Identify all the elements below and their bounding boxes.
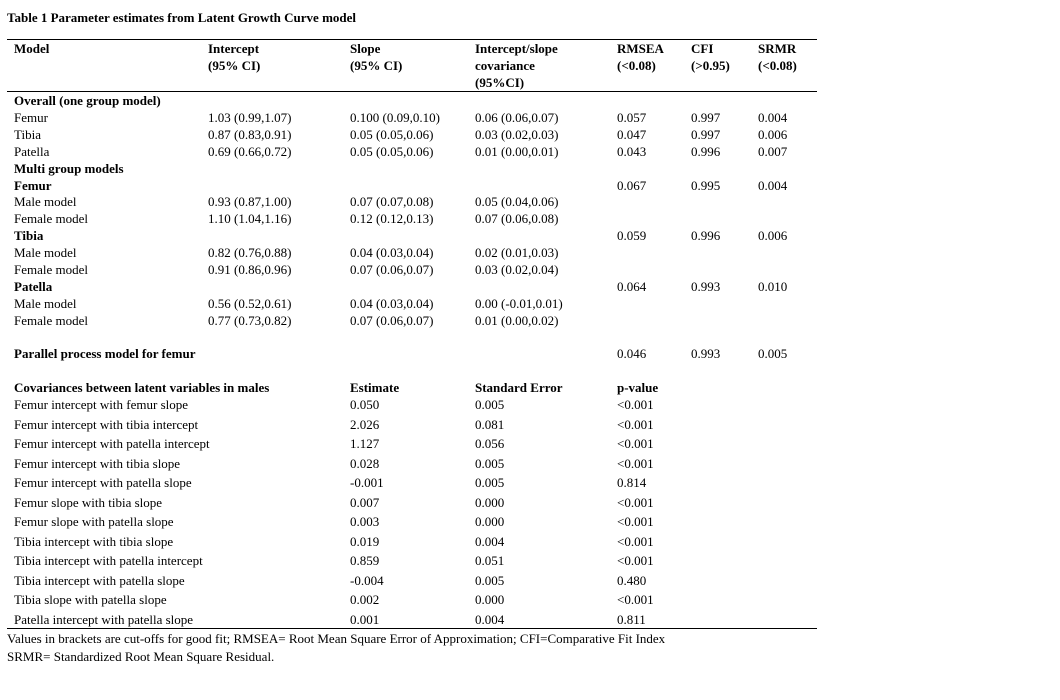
cell-rmsea: 0.057: [617, 110, 647, 125]
cell-intercept: 0.77 (0.73,0.82): [208, 313, 292, 328]
footnote-2: SRMR= Standardized Root Mean Square Residual.: [7, 649, 275, 664]
cov-row-label: Femur intercept with patella slope: [14, 475, 192, 490]
row-label: Female model: [14, 313, 89, 328]
cell-slope: 0.04 (0.03,0.04): [350, 245, 434, 260]
header-intercept-ci: (95% CI): [208, 58, 261, 73]
cov-row-se: 0.005: [475, 456, 505, 471]
header-rmsea: RMSEA: [617, 41, 664, 56]
row-heading: Tibia: [14, 228, 44, 243]
cell-rmsea: 0.064: [617, 279, 647, 294]
cov-row-label: Femur intercept with femur slope: [14, 397, 189, 412]
cov-row-se: 0.004: [475, 534, 505, 549]
cell-cfi: 0.996: [691, 228, 721, 243]
cell-slope: 0.05 (0.05,0.06): [350, 127, 434, 142]
row-label: Female model: [14, 211, 89, 226]
cell-covariance: 0.02 (0.01,0.03): [475, 245, 559, 260]
cov-row-label: Tibia intercept with patella slope: [14, 573, 185, 588]
cell-intercept: 1.03 (0.99,1.07): [208, 110, 292, 125]
footnote-1: Values in brackets are cut-offs for good fit; RMSEA= Root Mean Square Error of Approximation; CFI=Comparative Fit Index: [7, 631, 666, 646]
cov-row-estimate: 1.127: [350, 436, 380, 451]
cell-rmsea: 0.067: [617, 178, 647, 193]
header-slope-ci: (95% CI): [350, 58, 403, 73]
cell-rmsea: 0.047: [617, 127, 647, 142]
header-slope: Slope: [350, 41, 381, 56]
cell-covariance: 0.01 (0.00,0.01): [475, 144, 559, 159]
cov-row-estimate: 0.859: [350, 553, 380, 568]
cell-intercept: 0.87 (0.83,0.91): [208, 127, 292, 142]
parallel-cfi: 0.993: [691, 346, 721, 361]
header-intercept: Intercept: [208, 41, 260, 56]
cell-slope: 0.12 (0.12,0.13): [350, 211, 434, 226]
cell-covariance: 0.05 (0.04,0.06): [475, 194, 559, 209]
cov-row-p: <0.001: [617, 495, 654, 510]
cell-cfi: 0.996: [691, 144, 721, 159]
cov-row-estimate: 0.007: [350, 495, 380, 510]
row-label: Femur: [14, 110, 48, 125]
cell-covariance: 0.00 (-0.01,0.01): [475, 296, 563, 311]
row-label: Tibia: [14, 127, 41, 142]
cov-row-p: <0.001: [617, 592, 654, 607]
cov-row-se: 0.000: [475, 592, 505, 607]
cell-slope: 0.100 (0.09,0.10): [350, 110, 440, 125]
cov-row-estimate: 0.001: [350, 612, 380, 627]
cov-row-estimate: 0.002: [350, 592, 380, 607]
row-label: Male model: [14, 296, 77, 311]
cov-row-estimate: -0.001: [350, 475, 384, 490]
cov-row-se: 0.005: [475, 475, 505, 490]
cell-covariance: 0.03 (0.02,0.03): [475, 127, 559, 142]
cell-rmsea: 0.059: [617, 228, 647, 243]
cell-rmsea: 0.043: [617, 144, 647, 159]
cell-intercept: 0.91 (0.86,0.96): [208, 262, 292, 277]
cov-row-label: Femur intercept with tibia intercept: [14, 417, 199, 432]
cov-row-label: Patella intercept with patella slope: [14, 612, 194, 627]
row-label: Male model: [14, 194, 77, 209]
row-heading: Overall (one group model): [14, 93, 161, 108]
header-covariance-2: covariance: [475, 58, 535, 73]
cell-slope: 0.07 (0.06,0.07): [350, 262, 434, 277]
header-rmsea-cutoff: (<0.08): [617, 58, 656, 73]
header-covariance: Intercept/slope: [475, 41, 558, 56]
cell-srmr: 0.004: [758, 178, 788, 193]
cov-row-se: 0.051: [475, 553, 505, 568]
cell-intercept: 0.82 (0.76,0.88): [208, 245, 292, 260]
cov-header-label: Covariances between latent variables in males: [14, 380, 270, 395]
row-heading: Multi group models: [14, 161, 124, 176]
cell-srmr: 0.007: [758, 144, 788, 159]
cov-row-se: 0.004: [475, 612, 505, 627]
cell-srmr: 0.010: [758, 279, 788, 294]
cov-row-p: <0.001: [617, 456, 654, 471]
header-srmr: SRMR: [758, 41, 797, 56]
table-title: Table 1 Parameter estimates from Latent Growth Curve model: [7, 10, 357, 25]
cell-cfi: 0.997: [691, 127, 721, 142]
cov-row-p: <0.001: [617, 436, 654, 451]
cell-covariance: 0.07 (0.06,0.08): [475, 211, 559, 226]
cov-row-label: Femur slope with patella slope: [14, 514, 174, 529]
cov-row-estimate: 0.003: [350, 514, 380, 529]
cov-row-label: Tibia intercept with tibia slope: [14, 534, 174, 549]
cov-row-estimate: 0.028: [350, 456, 380, 471]
cov-row-se: 0.005: [475, 573, 505, 588]
header-covariance-ci: (95%CI): [475, 75, 525, 90]
cell-srmr: 0.006: [758, 228, 788, 243]
parallel-rmsea: 0.046: [617, 346, 647, 361]
cell-intercept: 1.10 (1.04,1.16): [208, 211, 292, 226]
cell-slope: 0.04 (0.03,0.04): [350, 296, 434, 311]
cell-covariance: 0.01 (0.00,0.02): [475, 313, 559, 328]
cell-slope: 0.05 (0.05,0.06): [350, 144, 434, 159]
cov-row-p: <0.001: [617, 397, 654, 412]
cell-cfi: 0.997: [691, 110, 721, 125]
cov-row-p: 0.480: [617, 573, 647, 588]
row-heading: Patella: [14, 279, 53, 294]
parallel-srmr: 0.005: [758, 346, 788, 361]
cov-row-label: Femur slope with tibia slope: [14, 495, 163, 510]
cell-intercept: 0.69 (0.66,0.72): [208, 144, 292, 159]
parallel-label: Parallel process model for femur: [14, 346, 196, 361]
cov-row-p: 0.814: [617, 475, 647, 490]
cov-row-estimate: 0.019: [350, 534, 380, 549]
cov-header-estimate: Estimate: [350, 380, 400, 395]
bottom-rule: [7, 628, 817, 629]
cov-row-p: <0.001: [617, 534, 654, 549]
cov-row-se: 0.081: [475, 417, 505, 432]
row-heading: Femur: [14, 178, 52, 193]
cell-srmr: 0.004: [758, 110, 788, 125]
cov-row-p: <0.001: [617, 553, 654, 568]
cov-row-label: Femur intercept with patella intercept: [14, 436, 210, 451]
cell-cfi: 0.995: [691, 178, 721, 193]
row-label: Female model: [14, 262, 89, 277]
cell-slope: 0.07 (0.07,0.08): [350, 194, 434, 209]
cov-row-se: 0.000: [475, 495, 505, 510]
cell-intercept: 0.93 (0.87,1.00): [208, 194, 292, 209]
cov-row-p: <0.001: [617, 514, 654, 529]
cov-header-p: p-value: [617, 380, 659, 395]
cov-row-se: 0.005: [475, 397, 505, 412]
cov-row-p: <0.001: [617, 417, 654, 432]
cell-covariance: 0.03 (0.02,0.04): [475, 262, 559, 277]
cell-intercept: 0.56 (0.52,0.61): [208, 296, 292, 311]
cell-covariance: 0.06 (0.06,0.07): [475, 110, 559, 125]
cov-row-estimate: 0.050: [350, 397, 380, 412]
header-cfi: CFI: [691, 41, 714, 56]
cov-row-label: Tibia intercept with patella intercept: [14, 553, 203, 568]
cov-row-estimate: -0.004: [350, 573, 384, 588]
cov-row-estimate: 2.026: [350, 417, 380, 432]
cell-slope: 0.07 (0.06,0.07): [350, 313, 434, 328]
cov-header-se: Standard Error: [475, 380, 563, 395]
cov-row-se: 0.056: [475, 436, 505, 451]
header-srmr-cutoff: (<0.08): [758, 58, 797, 73]
cov-row-se: 0.000: [475, 514, 505, 529]
cov-row-label: Femur intercept with tibia slope: [14, 456, 181, 471]
header-model: Model: [14, 41, 50, 56]
cov-row-label: Tibia slope with patella slope: [14, 592, 167, 607]
cov-row-p: 0.811: [617, 612, 646, 627]
row-label: Male model: [14, 245, 77, 260]
header-cfi-cutoff: (>0.95): [691, 58, 730, 73]
row-label: Patella: [14, 144, 50, 159]
cell-cfi: 0.993: [691, 279, 721, 294]
cell-srmr: 0.006: [758, 127, 788, 142]
